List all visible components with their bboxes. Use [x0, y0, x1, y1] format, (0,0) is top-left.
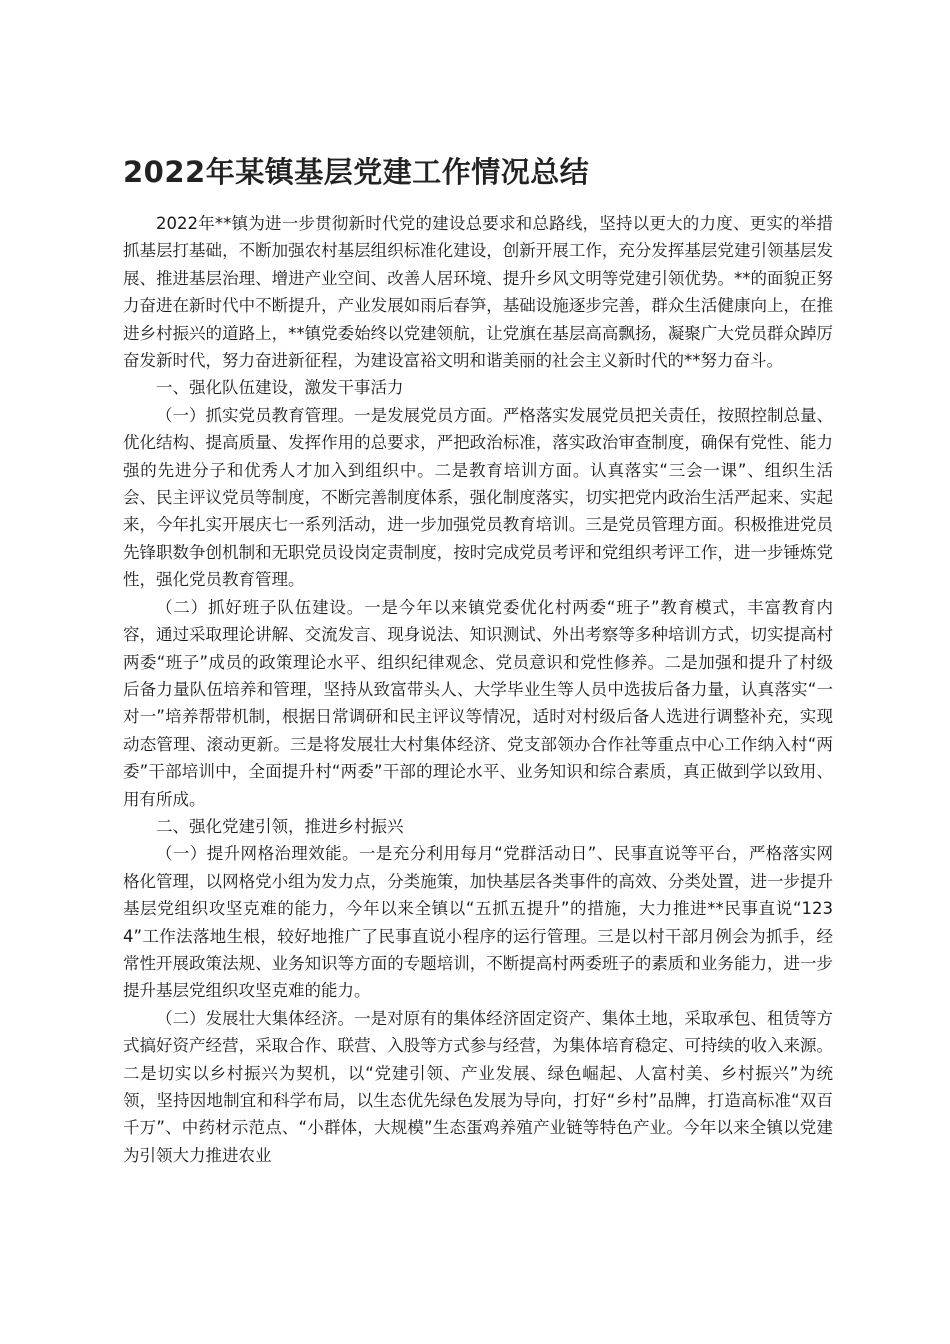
section-heading-1: 一、强化队伍建设，激发干事活力: [156, 378, 404, 398]
intro-paragraph: 2022年**镇为进一步贯彻新时代党的建设总要求和总路线，坚持以更大的力度、更实的举措抓基层打基础，不断加强农村基层组织标准化建设，创新开展工作，充分发挥基层党建引领基层发展、推进基层治理、增进产业空间、改善人居环境、提升乡风文明等党建引领优势。**的面貌正努力奋进在新时代中不断提升，产业发展如雨后春笋，基础设施逐步完善，群众生活健康向上，在推进乡村振兴的道路上，**镇党委始终以党建领航，让党旗在基层高高飘扬，凝聚广大党员群众踔厉奋发新时代，努力奋进新征程，为建设富裕文明和谐美丽的社会主义新时代的**努力奋斗。: [123, 214, 833, 371]
paragraph-2-2: （二）发展壮大集体经济。一是对原有的集体经济固定资产、集体土地，采取承包、租赁等方式搞好资产经营，采取合作、联营、入股等方式参与经营，为集体培育稳定、可持续的收入来源。二是切实以乡村振兴为契机，以“党建引领、产业发展、绿色崛起、人富村美、乡村振兴”为统领，坚持因地制宜和科学布局，以生态优先绿色发展为导向，打好“乡村”品牌，打造高标准“双百千万”、中药材示范点、“小群体，大规模”生态蛋鸡养殖产业链等特色产业。今年以来全镇以党建为引领大力推进农业: [123, 1008, 833, 1165]
document-page: [123, 150, 833, 1169]
paragraph-2-1: （一）提升网格治理效能。一是充分利用每月“党群活动日”、民事直说等平台，严格落实网格化管理，以网格党小组为发力点，分类施策，加快基层各类事件的高效、分类处置，进一步提升基层党组织攻坚克难的能力，今年以来全镇以“五抓五提升”的措施，大力推进**民事直说“1234”工作法落地生根，较好地推广了民事直说小程序的运行管理。三是以村干部月例会为抓手，经常性开展政策法规、业务知识等方面的专题培训，不断提高村两委班子的素质和业务能力，进一步提升基层党组织攻坚克难的能力。: [123, 844, 833, 1001]
paragraph-1-1: （一）抓实党员教育管理。一是发展党员方面。严格落实发展党员把关责任，按照控制总量、优化结构、提高质量、发挥作用的总要求，严把政治标准，落实政治审查制度，确保有党性、能力强的先进分子和优秀人才加入到组织中。二是教育培训方面。认真落实“三会一课”、组织生活会、民主评议党员等制度，不断完善制度体系，强化制度落实，切实把党内政治生活严起来、实起来，今年扎实开展庆七一系列活动，进一步加强党员教育培训。三是党员管理方面。积极推进党员先锋职数争创机制和无职党员设岗定责制度，按时完成党员考评和党组织考评工作，进一步锤炼党性，强化党员教育管理。: [123, 405, 833, 590]
section-heading-2: 二、强化党建引领，推进乡村振兴: [156, 816, 404, 836]
paragraph-1-2: （二）抓好班子队伍建设。一是今年以来镇党委优化村两委“班子”教育模式，丰富教育内容，通过采取理论讲解、交流发言、现身说法、知识测试、外出考察等多种培训方式，切实提高村两委“班子”成员的政策理论水平、组织纪律观念、党员意识和党性修养。二是加强和提升了村级后备力量队伍培养和管理，坚持从致富带头人、大学毕业生等人员中选拔后备力量，认真落实“一对一”培养帮带机制，根据日常调研和民主评议等情况，适时对村级后备人选进行调整补充，实现动态管理、滚动更新。三是将发展壮大村集体经济、党支部领办合作社等重点中心工作纳入村“两委”干部培训中，全面提升村“两委”干部的理论水平、业务知识和综合素质，真正做到学以致用、用有所成。: [123, 597, 833, 809]
document-title: 2022年某镇基层党建工作情况总结: [123, 155, 590, 189]
